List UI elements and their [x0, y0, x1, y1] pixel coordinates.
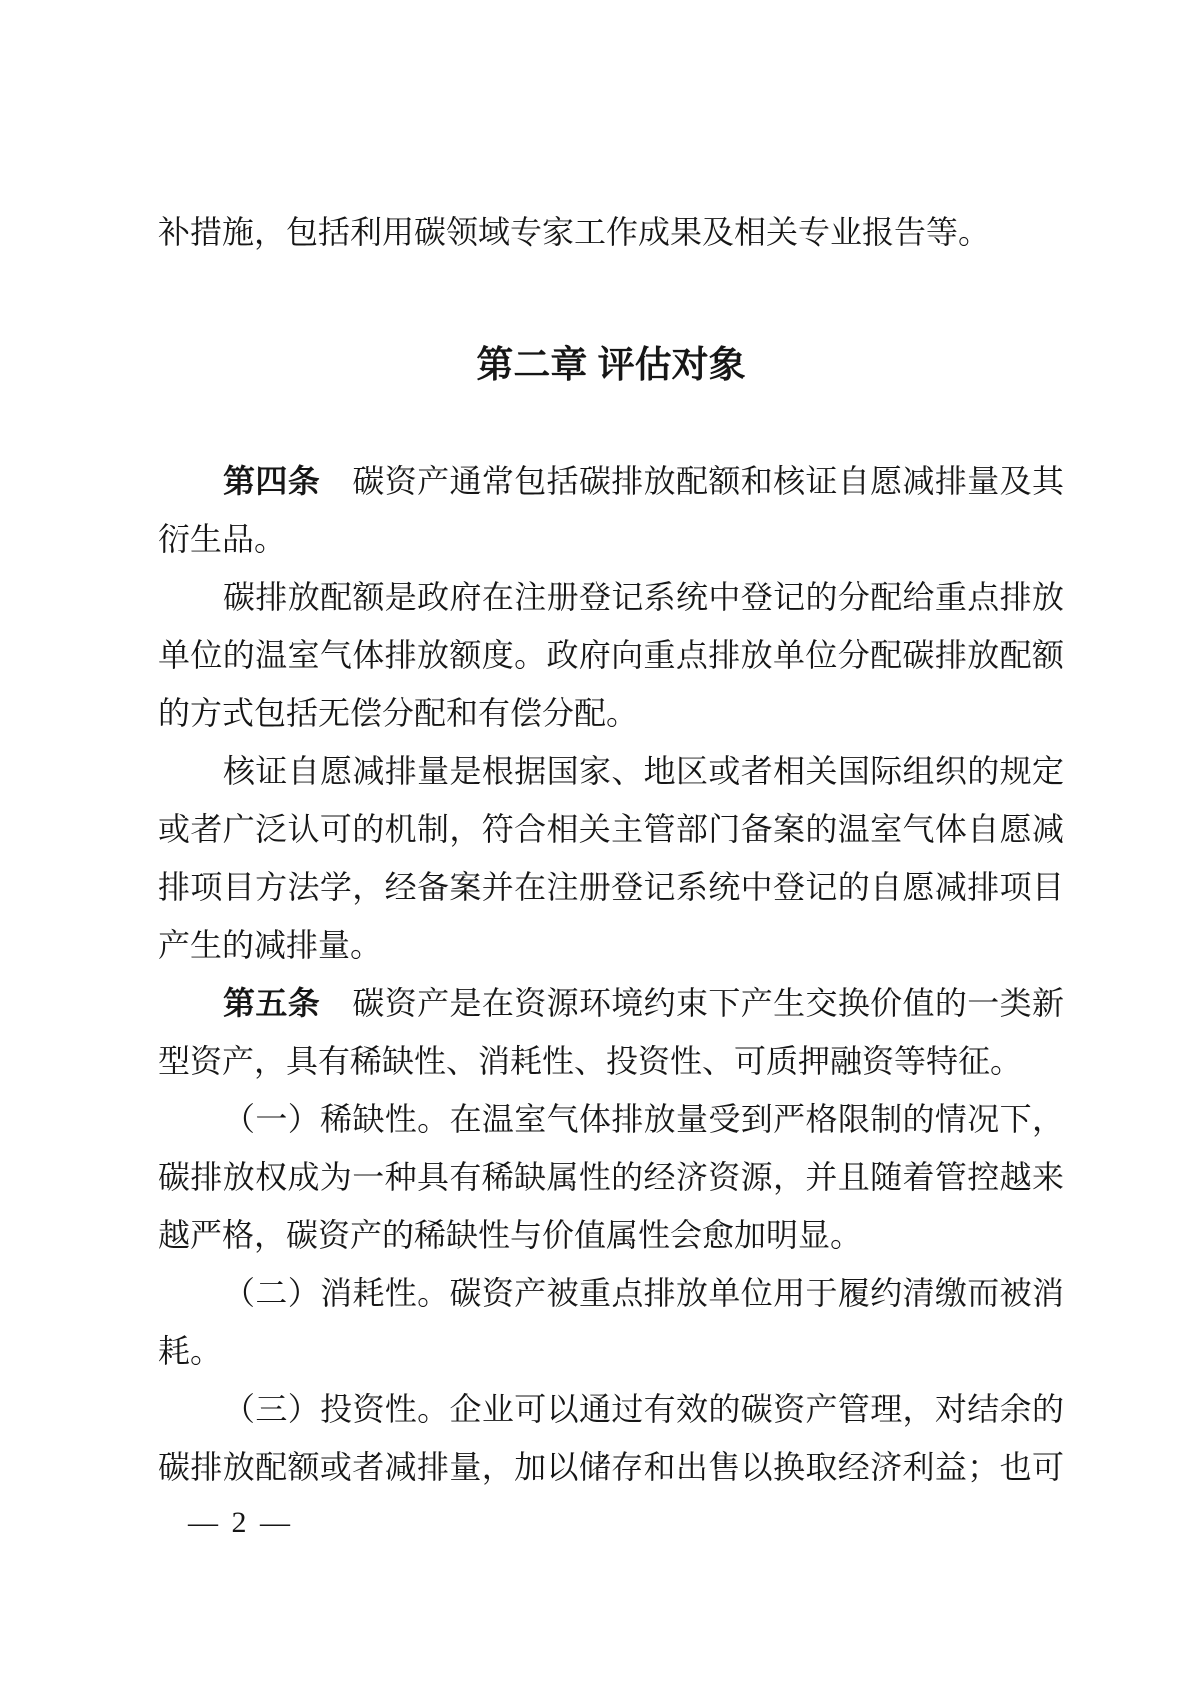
body-text: 产生的减排量。 [158, 927, 383, 963]
document-line [158, 858, 1064, 916]
page-number: — 2 — [188, 1506, 293, 1539]
body-text: （三）投资性。企业可以通过有效的碳资产管理，对结余的 [223, 1391, 1064, 1427]
body-text: 碳排放配额或者减排量，加以储存和出售以换取经济利益；也可 [158, 1449, 1064, 1485]
document-line [158, 626, 1064, 684]
document-line [158, 800, 1064, 858]
body-text: 的方式包括无偿分配和有偿分配。 [158, 695, 639, 731]
document-line [158, 1206, 1064, 1264]
body-text: 核证自愿减排量是根据国家、地区或者相关国际组织的规定 [223, 753, 1064, 789]
document-line [158, 1322, 1064, 1380]
document-line [158, 916, 1064, 974]
text-block [158, 203, 1064, 1496]
document-line [158, 510, 1064, 568]
body-text: 越严格，碳资产的稀缺性与价值属性会愈加明显。 [158, 1217, 863, 1253]
body-text: 或者广泛认可的机制，符合相关主管部门备案的温室气体自愿减 [158, 811, 1064, 847]
body-text: 耗。 [158, 1333, 223, 1369]
body-text: 碳资产是在资源环境约束下产生交换价值的一类新 [320, 985, 1064, 1021]
document-line [158, 974, 1064, 1032]
chapter-heading [158, 336, 1064, 394]
article-label-text: 第四条 [223, 463, 321, 499]
document-line [158, 568, 1064, 626]
document-line [158, 452, 1064, 510]
document-line [158, 1148, 1064, 1206]
body-text: 排项目方法学，经备案并在注册登记系统中登记的自愿减排项目 [158, 869, 1064, 905]
article-label-text: 第五条 [223, 985, 321, 1021]
document-line [158, 1090, 1064, 1148]
body-text: 单位的温室气体排放额度。政府向重点排放单位分配碳排放配额 [158, 637, 1064, 673]
document-line [158, 1438, 1064, 1496]
body-text: （二）消耗性。碳资产被重点排放单位用于履约清缴而被消 [223, 1275, 1064, 1311]
article-label-text: 第二章 评估对象 [476, 344, 746, 385]
body-text: 型资产，具有稀缺性、消耗性、投资性、可质押融资等特征。 [158, 1043, 1023, 1079]
document-line [158, 742, 1064, 800]
body-text: 碳资产通常包括碳排放配额和核证自愿减排量及其 [320, 463, 1064, 499]
document-line [158, 684, 1064, 742]
document-line [158, 203, 1064, 261]
document-line [158, 1264, 1064, 1322]
document-line [158, 1380, 1064, 1438]
body-text: 补措施，包括利用碳领域专家工作成果及相关专业报告等。 [158, 214, 991, 250]
document-line [158, 1032, 1064, 1090]
body-text: 碳排放权成为一种具有稀缺属性的经济资源，并且随着管控越来 [158, 1159, 1064, 1195]
body-text: 碳排放配额是政府在注册登记系统中登记的分配给重点排放 [223, 579, 1064, 615]
body-text: 衍生品。 [158, 521, 287, 557]
body-text: （一）稀缺性。在温室气体排放量受到严格限制的情况下， [223, 1101, 1064, 1137]
